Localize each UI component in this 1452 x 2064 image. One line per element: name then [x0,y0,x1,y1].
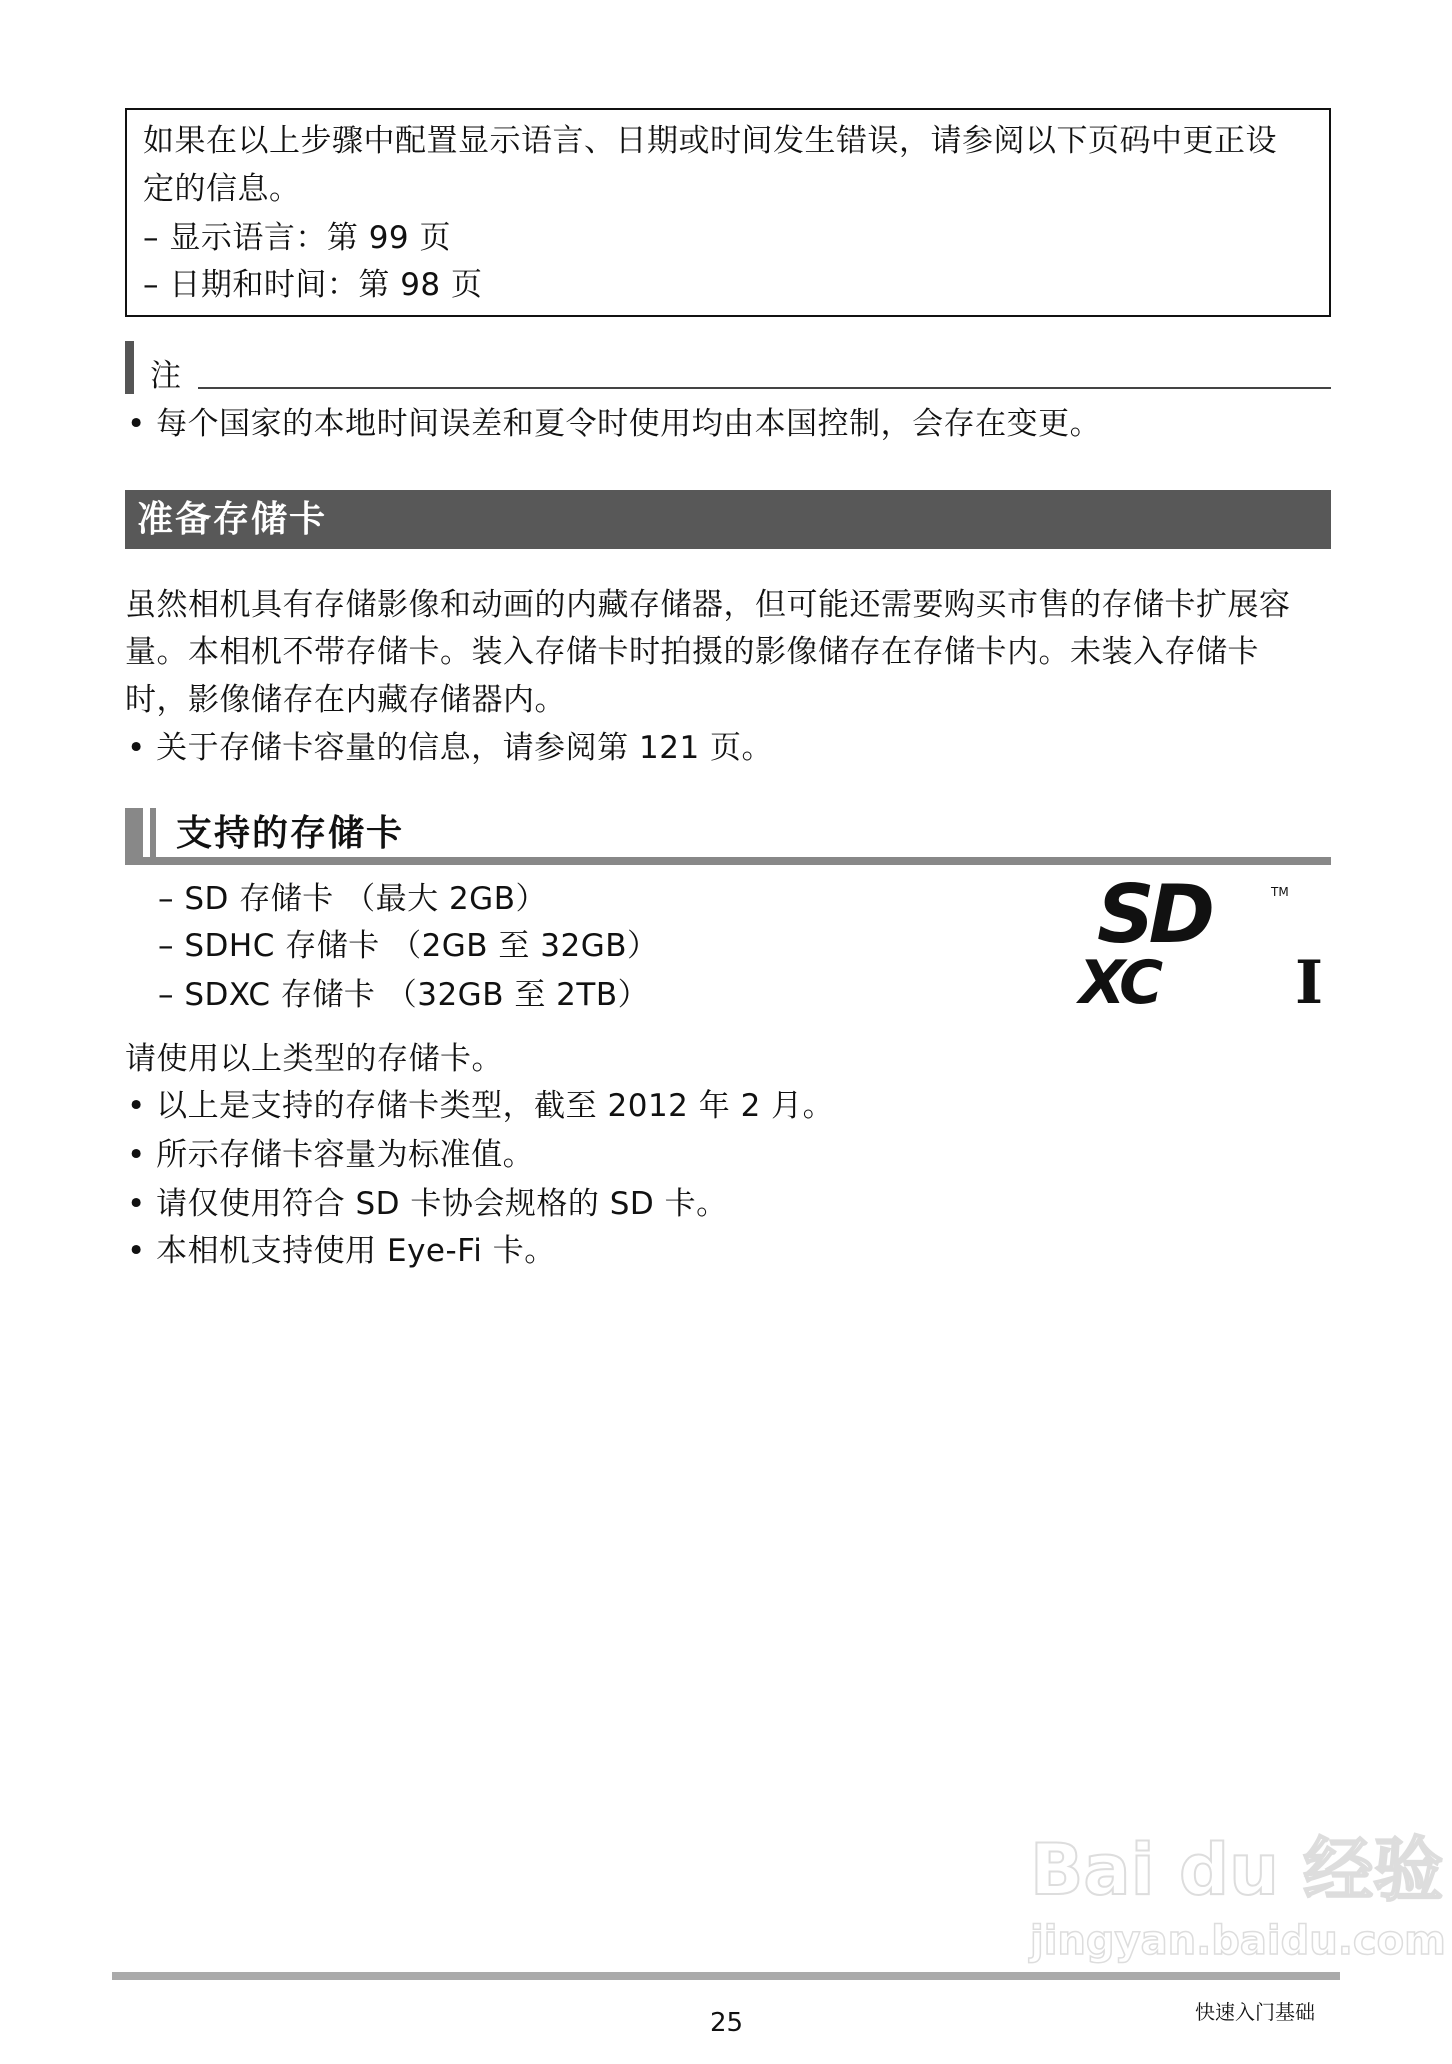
section-heading: 准备存储卡 [125,490,1331,549]
note-marker [125,341,134,394]
sdxc-logo-xc: XC [1079,948,1160,1018]
card-note-bullet: • 请仅使用符合 SD 卡协会规格的 SD 卡。 [127,1186,728,1222]
section-paragraph-line: 虽然相机具有存储影像和动画的内藏存储器，但可能还需要购买市售的存储卡扩展容 [125,587,1291,623]
note-bullet: • 每个国家的本地时间误差和夏令时使用均由本国控制，会存在变更。 [127,406,1102,442]
section-paragraph-line: 时，影像储存在内藏存储器内。 [125,682,566,718]
watermark-url: jingyan.baidu.com [1030,1918,1446,1964]
watermark-brand: Bai du 经验 [1030,1829,1444,1911]
subsection-underline [125,857,1331,865]
card-type-item: – SD 存储卡 （最大 2GB） [158,881,547,917]
sdxc-logo [1075,868,1331,1018]
info-line-1: 如果在以上步骤中配置显示语言、日期或时间发生错误，请参阅以下页码中更正设 [143,123,1277,159]
subsection-heading: 支持的存储卡 [176,813,405,854]
sdxc-logo-tm: TM [1271,885,1289,899]
baidu-watermark [1030,1829,1446,1965]
sdxc-logo-sd: SD [1097,868,1210,961]
section-paragraph-line: 量。本相机不带存储卡。装入存储卡时拍摄的影像储存在存储卡内。未装入存储卡 [125,634,1259,670]
note-label: 注 [150,358,182,394]
info-ref-language: – 显示语言：第 99 页 [143,220,452,256]
card-note-bullet: • 本相机支持使用 Eye-Fi 卡。 [127,1233,556,1269]
info-ref-datetime: – 日期和时间：第 98 页 [143,267,483,303]
card-note-bullet: • 所示存储卡容量为标准值。 [127,1137,535,1173]
footer-divider [112,1972,1340,1980]
note-divider [198,387,1331,389]
section-bullet: • 关于存储卡容量的信息，请参阅第 121 页。 [127,730,774,766]
chapter-label: 快速入门基础 [1195,2000,1315,2024]
card-type-item: – SDHC 存储卡 （2GB 至 32GB） [158,928,659,964]
instruction-text: 请使用以上类型的存储卡。 [125,1041,503,1077]
sdxc-logo-roman-one: I [1295,948,1324,1018]
page-number: 25 [710,2008,744,2038]
card-type-item: – SDXC 存储卡 （32GB 至 2TB） [158,977,650,1013]
card-note-bullet: • 以上是支持的存储卡类型，截至 2012 年 2 月。 [127,1088,835,1124]
info-line-2: 定的信息。 [143,171,301,207]
